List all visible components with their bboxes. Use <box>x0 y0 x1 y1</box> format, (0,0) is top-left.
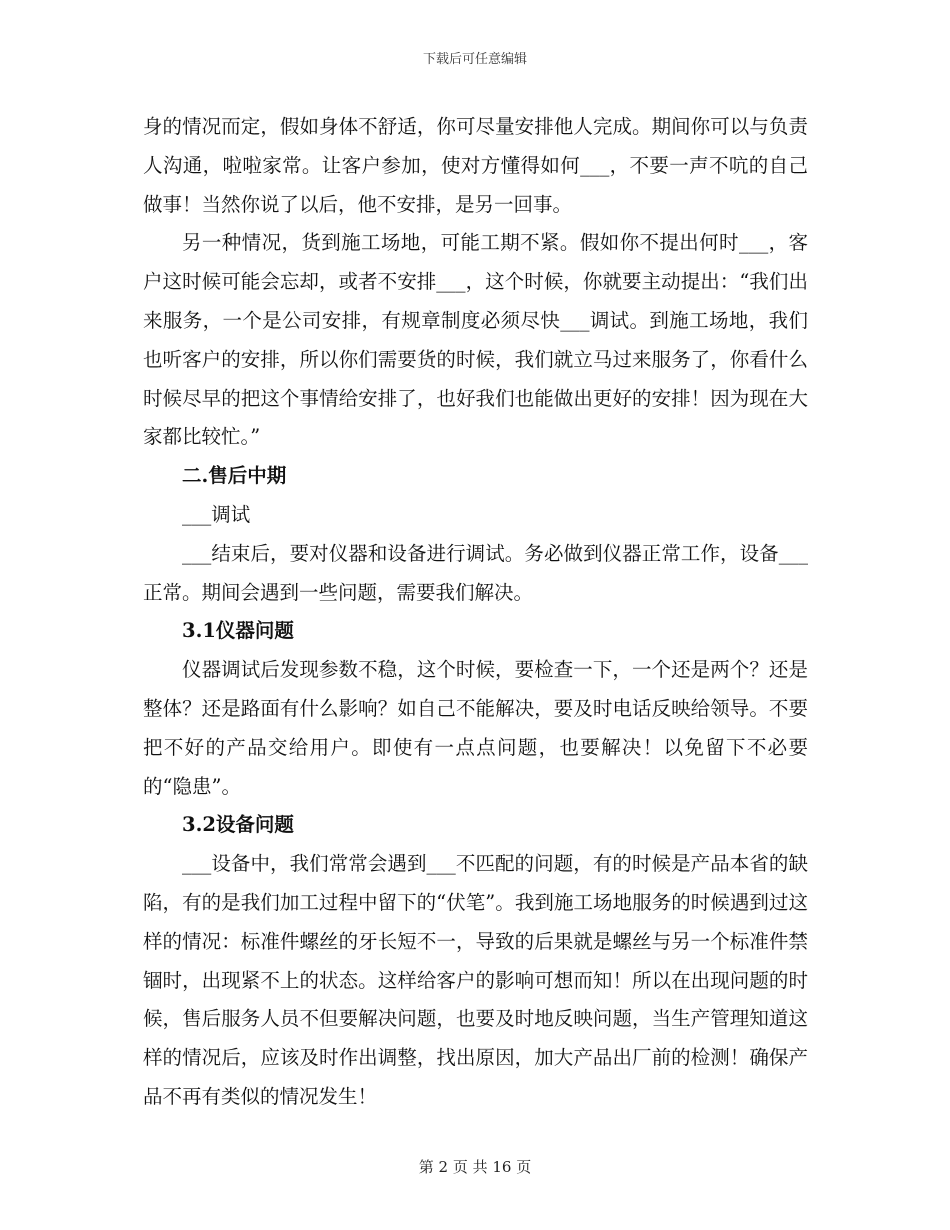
subsection-heading-equipment-issues: 3.2设备问题 <box>182 813 294 837</box>
page-number-footer: 第 2 页 共 16 页 <box>418 1158 532 1176</box>
paragraph-continuation: 身的情况而定，假如身体不舒适，你可尽量安排他人完成。期间你可以与负责人沟通，啦啦家常。让客户参加，使对方懂得如何___，不要一声不吭的自己做事！当然你说了以后，他不安排，是另一回事。 <box>143 115 808 216</box>
paragraph-debug-description: ___结束后，要对仪器和设备进行调试。务必做到仪器正常工作，设备___正常。期间会遇到一些问题，需要我们解决。 <box>143 541 808 604</box>
section-heading-after-sales-mid: 二.售后中期 <box>182 464 287 488</box>
paragraph-instrument-issues: 仪器调试后发现参数不稳，这个时候，要检查一下，一个还是两个？还是整体？还是路面有什么影响？如自己不能解决，要及时电话反映给领导。不要把不好的产品交给用户。即使有一点点问题，也要解决！以免留下不必要的“隐患”。 <box>143 658 808 798</box>
document-body <box>143 108 808 1117</box>
paragraph-debug-title: ___调试 <box>182 502 251 526</box>
paragraph-another-situation: 另一种情况，货到施工场地，可能工期不紧。假如你不提出何时___，客户这时候可能会忘却，或者不安排___，这个时候，你就要主动提出：“我们出来服务，一个是公司安排，有规章制度必须尽快___调试。到施工场地，我们也听客户的安排，所以你们需要货的时候，我们就立马过来服务了，你看什么时候尽早的把这个事情给安排了，也好我们也能做出更好的安排！因为现在大家都比较忙。” <box>143 231 808 449</box>
paragraph-equipment-issues: ___设备中，我们常常会遇到___不匹配的问题，有的时候是产品本省的缺陷，有的是我们加工过程中留下的“伏笔”。我到施工场地服务的时候遇到过这样的情况：标准件螺丝的牙长短不一，导致的后果就是螺丝与另一个标准件禁锢时，出现紧不上的状态。这样给客户的影响可想而知！所以在出现问题的时候，售后服务人员不但要解决问题，也要及时地反映问题，当生产管理知道这样的情况后，应该及时作出调整，找出原因，加大产品出厂前的检测！确保产品不再有类似的情况发生！ <box>143 852 808 1108</box>
subsection-heading-instrument-issues: 3.1仪器问题 <box>182 619 294 643</box>
page-header: 下载后可任意编辑 <box>422 52 527 67</box>
